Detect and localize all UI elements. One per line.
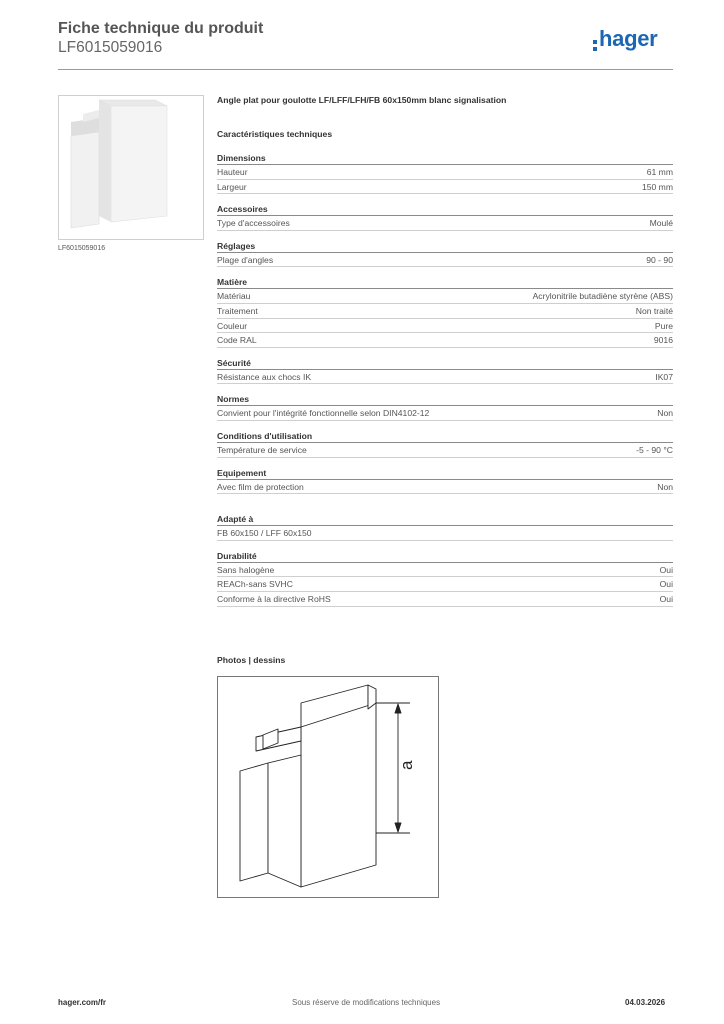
group-title: Adapté à bbox=[217, 513, 673, 526]
spec-value: Moulé bbox=[649, 218, 673, 229]
spec-value: IK07 bbox=[655, 371, 673, 382]
spec-row bbox=[217, 443, 673, 458]
spec-row bbox=[217, 180, 673, 195]
spec-row bbox=[217, 526, 673, 541]
spec-group bbox=[217, 550, 673, 607]
header-divider bbox=[58, 69, 673, 70]
spec-label: Température de service bbox=[217, 444, 307, 455]
logo-dots-icon bbox=[593, 40, 598, 51]
spec-label: Avec film de protection bbox=[217, 481, 304, 492]
footer-website: hager.com/fr bbox=[58, 998, 107, 1007]
group-title: Matière bbox=[217, 276, 673, 289]
spec-label: Type d'accessoires bbox=[217, 218, 290, 229]
spec-group bbox=[217, 276, 673, 347]
group-title: Equipement bbox=[217, 467, 673, 480]
photos-heading: Photos | dessins bbox=[217, 655, 286, 665]
group-title: Durabilité bbox=[217, 550, 673, 563]
spec-label: Code RAL bbox=[217, 335, 257, 346]
group-title: Normes bbox=[217, 393, 673, 406]
spec-value: Oui bbox=[659, 579, 673, 590]
spec-value: 61 mm bbox=[646, 167, 673, 177]
spec-row bbox=[217, 577, 673, 592]
spec-label: Convient pour l'intégrité fonctionnelle selon DIN4102-12 bbox=[217, 408, 430, 419]
spec-row bbox=[217, 480, 673, 495]
product-image bbox=[59, 96, 203, 239]
spec-value: 90 - 90 bbox=[646, 254, 673, 265]
dimension-label-a: a bbox=[397, 760, 416, 770]
spec-group bbox=[217, 203, 673, 231]
spec-group bbox=[217, 152, 673, 194]
spec-value: -5 - 90 °C bbox=[636, 444, 673, 455]
spec-row bbox=[217, 592, 673, 607]
spec-value: 9016 bbox=[653, 335, 673, 346]
angle-line-drawing bbox=[218, 677, 438, 897]
spec-row bbox=[217, 406, 673, 421]
footer-notice: Sous réserve de modifications techniques bbox=[292, 998, 441, 1007]
group-title: Conditions d'utilisation bbox=[217, 430, 673, 443]
spec-label: Matériau bbox=[217, 291, 251, 302]
spec-label: Résistance aux chocs IK bbox=[217, 371, 312, 382]
product-name: Angle plat pour goulotte LF/LFF/LFH/FB 60x150mm blanc signalisation bbox=[217, 95, 507, 105]
spec-content bbox=[217, 95, 673, 607]
spec-value: Oui bbox=[659, 593, 673, 604]
spec-value: Oui bbox=[659, 564, 673, 575]
spec-group bbox=[217, 357, 673, 385]
spec-group bbox=[217, 393, 673, 421]
spec-group bbox=[217, 513, 673, 541]
spec-label: FB 60x150 / LFF 60x150 bbox=[217, 528, 312, 539]
technical-drawing bbox=[217, 676, 439, 898]
spec-value: Acrylonitrile butadiène styrène (ABS) bbox=[532, 291, 673, 302]
spec-row bbox=[217, 253, 673, 268]
spec-group bbox=[217, 240, 673, 268]
spec-row bbox=[217, 289, 673, 304]
spec-label: REACh-sans SVHC bbox=[217, 579, 293, 590]
spec-row bbox=[217, 370, 673, 385]
page-title: Fiche technique du produit bbox=[58, 20, 264, 37]
group-title: Réglages bbox=[217, 240, 673, 253]
group-title: Sécurité bbox=[217, 357, 673, 370]
spec-row bbox=[217, 333, 673, 348]
thumbnail-caption: LF6015059016 bbox=[58, 245, 106, 252]
group-title: Dimensions bbox=[217, 152, 673, 165]
product-thumbnail bbox=[58, 95, 204, 240]
spec-row bbox=[217, 319, 673, 334]
spec-label: Traitement bbox=[217, 305, 258, 316]
specs-heading: Caractéristiques techniques bbox=[217, 129, 333, 139]
spec-value: Non bbox=[657, 408, 673, 419]
spec-row bbox=[217, 165, 673, 180]
product-reference: LF6015059016 bbox=[58, 39, 163, 56]
spec-row bbox=[217, 216, 673, 231]
spec-value: Pure bbox=[654, 320, 673, 331]
spec-label: Sans halogène bbox=[217, 564, 275, 575]
logo-text: hager bbox=[599, 26, 658, 51]
spec-value: 150 mm bbox=[641, 181, 673, 192]
hager-logo bbox=[593, 28, 657, 51]
group-title: Accessoires bbox=[217, 203, 673, 216]
spec-label: Largeur bbox=[217, 181, 247, 192]
spec-value: Non traité bbox=[635, 305, 673, 316]
footer-date: 04.03.2026 bbox=[625, 998, 666, 1007]
spec-row bbox=[217, 563, 673, 578]
spec-row bbox=[217, 304, 673, 319]
spec-label: Hauteur bbox=[217, 167, 248, 177]
spec-group bbox=[217, 467, 673, 495]
spec-label: Couleur bbox=[217, 320, 248, 331]
spec-label: Plage d'angles bbox=[217, 254, 274, 265]
spec-value: Non bbox=[657, 481, 673, 492]
spec-group bbox=[217, 430, 673, 458]
spec-label: Conforme à la directive RoHS bbox=[217, 593, 331, 604]
